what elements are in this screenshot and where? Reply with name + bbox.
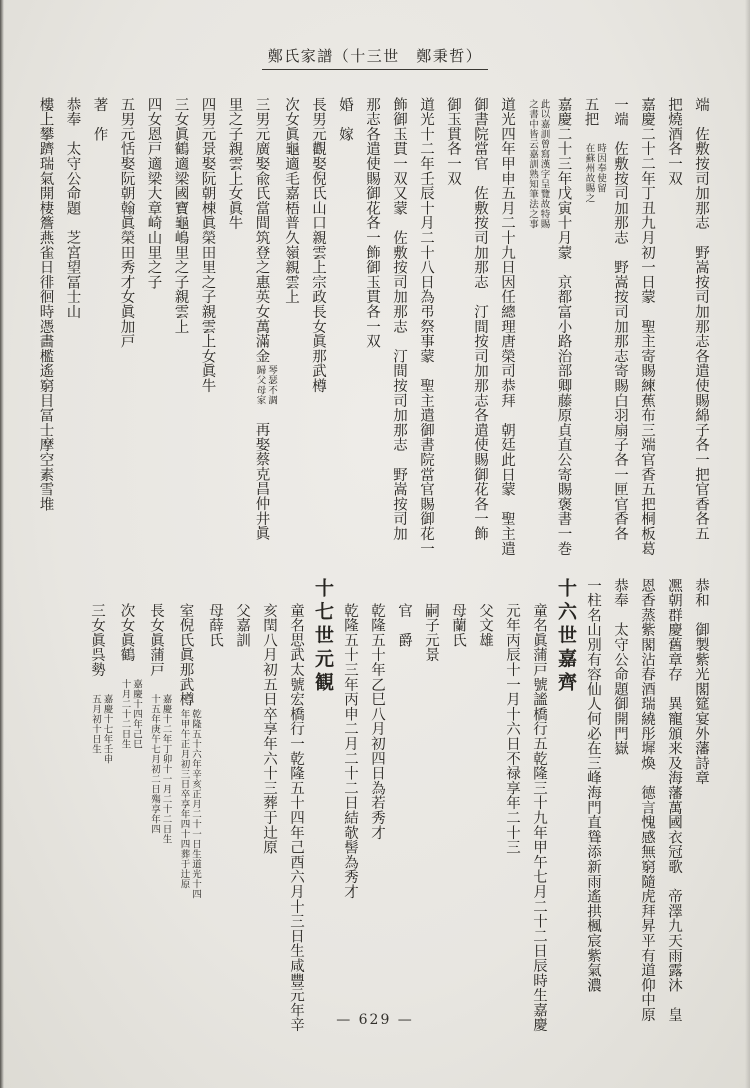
text-column: 御玉貫各一双	[445, 97, 461, 186]
text-column: 道光十二年壬辰十月二十八日為弔祭事蒙 聖主遣御書院當官賜御花一	[418, 97, 434, 556]
text-column: 著 作	[91, 97, 108, 142]
text-column: 飾御玉貫一双又蒙 佐敷按司加那志 汀間按司加那志 野嵩按司加	[391, 97, 407, 541]
text-column: 三女眞呉勢 嘉慶十七年壬申 五月初十日生	[89, 603, 113, 764]
annotation-line: 此以嘉訓曾寫漢字呈覽故特賜	[538, 99, 550, 229]
text-column: 恭奉 太守公命題御開門嶽	[612, 578, 628, 756]
text-column	[520, 97, 550, 575]
text-column: 母蘭氏	[450, 603, 466, 648]
text-column: 父嘉訓	[234, 603, 250, 648]
text-column: 元年丙辰十一月十六日不禄享年二十三	[504, 603, 520, 855]
text-column: 一端 佐敷按司加那志 野嵩按司加那志寄賜白羽扇子各一匣官香各	[612, 97, 628, 541]
inline-annotation	[178, 709, 201, 899]
text-column: 四女恩戸適梁大章崎山里之子	[145, 97, 162, 290]
inline-annotation	[527, 99, 550, 229]
text-column: 嘉慶二十三年戊寅十月蒙 京都富小路治部卿藤原貞直公寄賜褒書一巻	[555, 97, 572, 556]
annotation-line: 乾隆五十六年辛亥正月二十一日生道光十四	[190, 708, 201, 899]
text-column: 父文雄	[477, 603, 493, 648]
text-column: 乾隆五十年乙巳八月初四日為若秀才	[369, 603, 385, 840]
text-column: 三男元廣娶兪氏當間筑登之惠英女萬滿金 琴瑟不調 歸父母家 再娶蔡克昌仲井眞	[253, 97, 277, 541]
text-column: 凞朝群慶舊章存 異寵頒来及海藩萬國衣冠歌 帝澤九天雨露沐 皇	[666, 578, 682, 1022]
annotation-line: 五月初十日生	[90, 693, 101, 754]
annotation-line: 嘉慶十二年丁卯十一月二十二日生	[160, 693, 172, 844]
text-column: 里之子親雲上女眞牛	[226, 97, 243, 231]
text-column: 恭和 御製紫光閣筵宴外藩詩章	[693, 578, 709, 786]
text-column: 恭奉 太守公命題 芝宮望冨士山	[64, 97, 81, 319]
text-column: 一柱名山別有容仙人何必在三峰海門直聳添新雨遙拱楓宸紫氣濃	[585, 578, 601, 993]
text-column: 童名眞蒲戸號謐橋行五乾隆三十九年甲午七月二十二日辰時生嘉慶	[531, 603, 547, 1033]
annotation-line: 時因奉使留	[595, 143, 606, 194]
text-column: 嗣子元景	[423, 603, 439, 663]
text-column: 三女眞鶴適梁國寶龜嶋里之子親雲上	[172, 97, 189, 334]
text-column: 端 佐敷按司加那志 野嵩按司加那志各遣使賜綿子各一把官香各五	[693, 97, 709, 541]
text-column: 五把 時因奉使留 在蘇州故賜之	[582, 97, 606, 204]
text-column: 次女眞龜適毛嘉梧普久嶺親雲上	[283, 97, 299, 305]
text-column: 次女眞鶴 嘉慶十四年己巳 十月二十二日生	[118, 603, 142, 749]
text-column: 五男元恬娶阮朝翰眞榮田秀才女眞加戸	[118, 97, 135, 349]
annotation-line: 在蘇州故賜之	[583, 143, 595, 204]
text-column: 四男元景娶阮朝棟眞榮田里之子親雲上女眞牛	[199, 97, 216, 393]
inline-annotation	[583, 143, 606, 203]
annotation-line: 歸父母家	[254, 365, 266, 406]
text-column: 樓上攀躋瑞氣開棲簷燕雀日徘徊時憑畵檻遙窮目冨士摩空素雪堆	[37, 97, 54, 512]
annotation-line: 十月二十二日生	[119, 679, 131, 749]
text-column: 長男元觀娶倪氏山口親雲上宗政長女眞那武樽	[310, 97, 326, 393]
page-header	[0, 45, 750, 70]
annotation-line: 十五年庚午七月初二日殤享年四	[149, 693, 160, 834]
text-column: 童名思武太號宏橋行一乾隆五十四年己酉六月十三日生咸豐元年辛	[288, 603, 304, 1033]
inline-annotation	[254, 365, 277, 405]
page-number: — 629 —	[336, 1012, 414, 1028]
text-column: 亥閏八月初五日卒享年六十三葬于辻原	[261, 603, 277, 855]
text-column: 母薛氏	[207, 603, 223, 648]
inline-annotation	[90, 694, 113, 764]
text-column: 婚 嫁	[337, 97, 353, 142]
top-text-block	[32, 97, 715, 575]
text-column: 道光四年甲申五月二十九日因任總理唐榮司恭拜 朝廷此日蒙 聖主遣	[499, 97, 515, 556]
annotation-line: 嘉慶十四年己巳	[131, 679, 142, 749]
inline-annotation	[119, 679, 142, 749]
text-column: 把燒酒各一双	[666, 97, 682, 186]
text-column: 長女眞蒲戸 嘉慶十二年丁卯十一月二十二日生 十五年庚午七月初二日殤享年四	[148, 603, 172, 844]
text-column: 那志各遣使賜御花各一飾御玉貫各一双	[364, 97, 380, 349]
section-heading: 十六世嘉齊	[555, 578, 577, 696]
annotation-line: 嘉慶十七年壬申	[101, 693, 113, 764]
text-column: 恩香蒸紫閣沾春酒瑞繞彤墀煥 德言愧感無窮隨虎拜昇平有道仰中原	[639, 578, 655, 1022]
book-title: 鄭氏家譜（十三世 鄭秉哲）	[262, 45, 489, 70]
text-column: 乾隆五十三年丙申二月二十二日結欹髻為秀才	[342, 603, 358, 899]
inline-annotation	[149, 694, 172, 844]
text-column: 嘉慶二十二年丁丑九月初一日蒙 聖主寄賜練蕉布三端官香五把桐板葛	[639, 97, 655, 556]
text-column: 室倪氏眞那武樽 乾隆五十六年辛亥正月二十一日生道光十四 年甲午正月初三日卒享年四十四葬于辻原	[177, 603, 201, 899]
text-column: 御書院當官 佐敷按司加那志 汀間按司加那志各遣使賜御花各一飾	[472, 97, 488, 541]
annotation-line: 琴瑟不調	[266, 365, 277, 406]
annotation-line: 年甲午正月初三日卒享年四十四葬于辻原	[178, 708, 190, 889]
annotation-line: 之書中皆云嘉訓熟知筆法之事	[527, 99, 538, 229]
text-column: 官 爵	[396, 603, 412, 648]
section-heading: 十七世元観	[312, 578, 334, 696]
